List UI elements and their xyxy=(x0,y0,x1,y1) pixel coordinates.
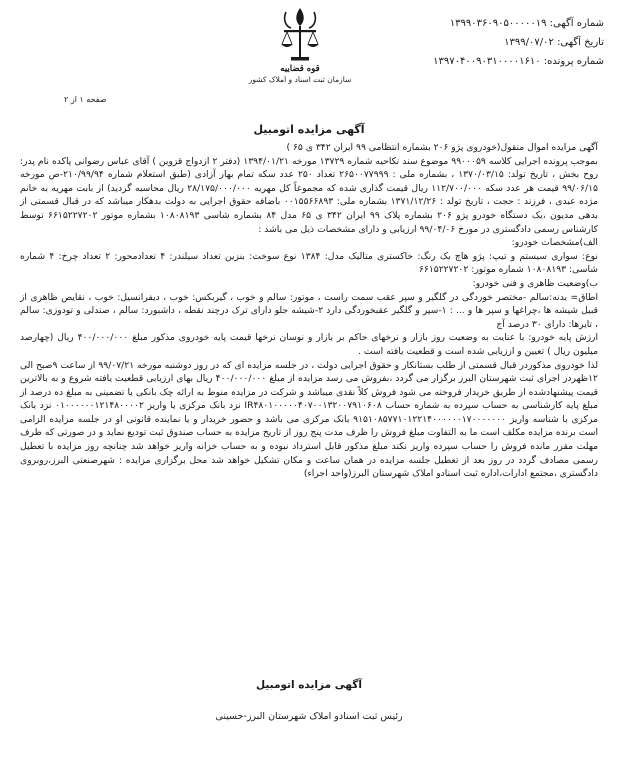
case-number: شماره پرونده: ۱۳۹۷۰۴۰۰۹۰۳۱۰۰۰۰۱۶۱۰ xyxy=(433,56,604,67)
vehicle-condition: اطاق= بدنه:سالم -مختصر خوردگی در گلگیر و سپر عقب سمت راست ، موتور: سالم و خوب ، گیربکس: خوب ، دیفرانسیل: خوب ، نقایص ظاهری از قبیل شیشه ها ،چراغها و سپر ها و ... : ۱-سپر و گلگیر عقبخوردگی دارد ۲-شیشه جلو دارای ترک درچند نقطه ، داشبورد: سالم ، صندلی و تودوزی: سالم ، تایرها: دارای ۳۰ درصد آج xyxy=(20,291,598,330)
page-number: صفحه ۱ از ۲ xyxy=(64,95,107,104)
notice-case-details: بموجب پرونده اجرایی کلاسه ۹۹۰۰۰۵۹ موضوع سند نکاحیه شماره ۱۳۷۲۹ مورخه ۱۳۹۴/۰۱/۲۱ (دفتر ۲ ازدواج قزوین ) آقای عباس رضوانی پاکده نام پدر: روح بخش ، تاریخ تولد: ۱۳۷۰/۰۳/۱۵ ، بشماره ملی : ۲۶۵۰۰۷۷۹۹۹ تعداد ۲۵۰ عدد سکه تمام بهار آزادی (طبق استعلام شماره ۲۱۰/۹۹/۹۴-ص مورخه ۹۹/۰۶/۱۵ قیمت هر عدد سکه ۱۱۲/۷۰۰/۰۰۰ ریال قیمت گذاری شده که مجموعاً کل مهریه ۲۸/۱۷۵/۰۰۰/۰۰۰ ریال محاسبه گردید) از بابت مهریه به خانم مژده عبدی ، فرزند : حجت ، تاریخ تولد : ۱۳۷۱/۱۲/۲۶ بشماره ملی: ۰۰۱۵۵۶۶۸۹۳ باضافه حقوق اجرایی به دولت بدهکار میباشد که در قبال قسمتی از بدهی مدیون ،یک دستگاه خودرو پژو ۲۰۶ بشماره پلاک ۹۹ ایران ۳۴۲ ی ۶۵ مدل ۸۴ بشماره شاسی ۱۰۸۰۸۱۹۳ بشماره موتور ۶۶۱۵۲۲۷۲۰۲ توسط کارشناس رسمی دادگستری در مورخ ۹۹/۰۴/۰۶ ارزیابی و دارای مشخصات ذیل می باشد : xyxy=(20,155,598,235)
vehicle-spec-heading: الف)مشخصات خودرو: xyxy=(511,237,598,249)
notice-subject: آگهی مزایده اموال منقول(خودروی پژو ۲۰۶ بشماره انتظامی ۹۹ ایران ۳۴۲ ی ۶۵ ) xyxy=(286,142,598,153)
vehicle-condition-heading: ب)وضعیت ظاهری و فنی خودرو: xyxy=(472,277,598,289)
base-value: ارزش پایه خودرو: با عنایت به وضعیت روز بازار و نرخهای حاکم بر بازار و نوسان نرخها قیمت پایه خودروی مذکور مبلغ ۴۰۰/۰۰۰/۰۰۰ ریال (چهارصد میلیون ریال ) تعیین و ارزیابی شده است و قطعیت یافته است . xyxy=(20,332,598,357)
scales-of-justice-icon xyxy=(278,6,322,64)
notice-date: تاریخ آگهی: ۱۳۹۹/۰۷/۰۲ xyxy=(504,37,604,48)
vehicle-spec: نوع: سواری سیستم و تیپ: پژو هاچ بک رنگ: خاکستری متالیک مدل: ۱۳۸۴ نوع سوخت: بنزین تعداد سیلندر: ۴ تعدادمحور: ۲ تعداد چرخ: ۴ شماره شاسی: ۱۰۸۰۸۱۹۳ شماره موتور: ۶۶۱۵۲۲۷۲۰۲ xyxy=(20,250,598,276)
signer: رئیس ثبت اسنادو املاک شهرستان البرز-حسینی xyxy=(215,711,403,722)
judiciary-emblem xyxy=(240,6,360,85)
notice-meta xyxy=(334,14,604,71)
notice-number: شماره آگهی: ۱۳۹۹۰۳۶۰۹۰۵۰۰۰۰۰۱۹ xyxy=(449,18,604,29)
notice-title: آگهی مزایده اتومبیل xyxy=(253,123,365,136)
notice-body xyxy=(20,141,598,481)
emblem-subtitle: سازمان ثبت اسناد و املاک کشور xyxy=(248,75,352,84)
auction-terms: لذا خودروی مذکوردر قبال قسمتی از طلب بستانکار و حقوق اجرایی دولت ، در جلسه مزایده ای که در روز دوشنبه مورخه ۹۹/۰۷/۲۱ از ساعت ۹صبح الی ۱۲ظهردر اجرای ثبت شهرستان البرز برگزار می گردد ،بفروش می رسد مزایده از مبلغ ۴۰۰/۰۰۰/۰۰۰ ریال بهای ارزیابی قطعیت یافته شروع و به بالاترین قیمت پیشنهادشده از طریق خریدار فروخته می شود فروش کلاً نقدی میباشد و شرکت در مزایده منوط به ارائه چک بانکی یا تضمینی به مبلغ ده درصد از مبلغ پایه کارشناسی به حساب سپرده به شماره حساب IR۴۸۰۱۰۰۰۰۰۴۰۷۰۰۱۳۲۰۰۷۹۱۰۶۰۸ نزد بانک مرکزی یا واریز ۰۱۰۰۰۰۰۰۱۲۱۴۸۰۰۰۰۲ نزد بانک مرکزی با شناسه واریز ۹۱۵۱۰۸۵۷۷۱۰۱۲۲۱۴۰۰۰۰۰۰۱۷۰۰۰۰۰۰۰ بانک مرکزی می باشد و حضور خریدار و یا نماینده قانونی او در جلسه مزایده الزامی است برنده مزایده مکلف است ما به التفاوت مبلغ فروش را ظرف مدت پنج روز از تاریخ مزایده به حساب صندوق ثبت تودیع نماید و در صورتی که ظرف مهلت مقرر مانده فروش را حساب سپرده واریز نکند مبلغ مذکور قابل استرداد نبوده و به حساب خزانه واریز خواهد شد چنانچه روز مزایده با تعطیل رسمی مصادف گردد در روز بعد از تعطیل جلسه مزایده در همان ساعت و مکان تشکیل خواهد شد محل برگزاری مزایده : شهرصنعتی البرز،روبروی دادگستری ،مجتمع ادارات،اداره ثبت اسنادو املاک شهرستان البرز(واحد اجراء) xyxy=(20,359,598,480)
footer-title: آگهی مزایده اتومبیل xyxy=(256,679,362,691)
emblem-title: قوه قضاییه xyxy=(280,64,320,74)
